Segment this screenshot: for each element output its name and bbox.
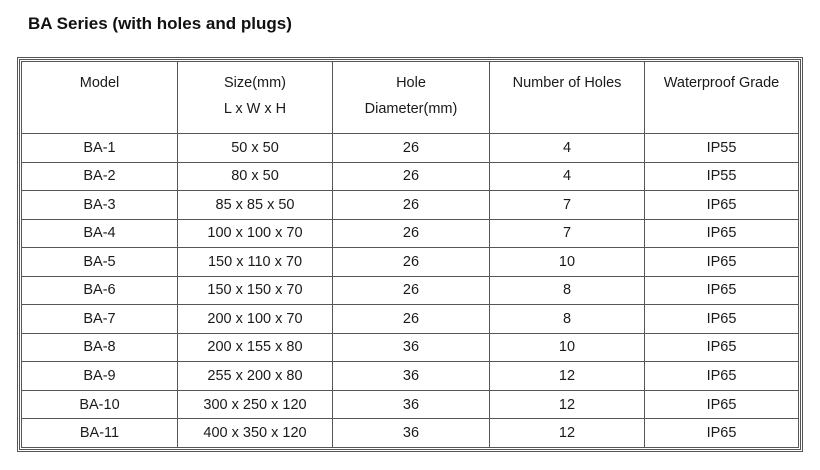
cell-model: BA-4: [22, 219, 178, 248]
cell-hole-diameter: 36: [333, 362, 490, 391]
cell-size: 50 x 50: [178, 134, 333, 163]
cell-hole-diameter: 26: [333, 305, 490, 334]
cell-model: BA-9: [22, 362, 178, 391]
table-row: [22, 390, 799, 419]
cell-waterproof-grade: IP65: [645, 305, 799, 334]
cell-number-of-holes: 10: [490, 248, 645, 277]
cell-model: BA-5: [22, 248, 178, 277]
table-row: [22, 162, 799, 191]
cell-waterproof-grade: IP65: [645, 390, 799, 419]
cell-number-of-holes: 7: [490, 191, 645, 220]
cell-waterproof-grade: IP65: [645, 362, 799, 391]
table-body: [22, 134, 799, 448]
table-header-row: [22, 62, 799, 134]
cell-size: 200 x 100 x 70: [178, 305, 333, 334]
header-size-sublabel: L x W x H: [223, 101, 287, 117]
cell-model: BA-3: [22, 191, 178, 220]
page-title: BA Series (with holes and plugs): [28, 14, 292, 33]
cell-number-of-holes: 4: [490, 134, 645, 163]
table-row: [22, 362, 799, 391]
cell-hole-diameter: 26: [333, 134, 490, 163]
header-hole-diameter: [333, 62, 490, 134]
table-row: [22, 248, 799, 277]
table-row: [22, 191, 799, 220]
spec-table: [21, 61, 799, 448]
cell-number-of-holes: 12: [490, 390, 645, 419]
header-waterproof-grade: [645, 62, 799, 134]
header-size-label: Size(mm): [223, 75, 287, 91]
cell-number-of-holes: 8: [490, 276, 645, 305]
cell-size: 80 x 50: [178, 162, 333, 191]
table-row: [22, 219, 799, 248]
header-model-label: Model: [79, 75, 120, 91]
cell-number-of-holes: 12: [490, 362, 645, 391]
header-number-of-holes: [490, 62, 645, 134]
table-row: [22, 276, 799, 305]
cell-hole-diameter: 26: [333, 219, 490, 248]
cell-hole-diameter: 26: [333, 248, 490, 277]
cell-waterproof-grade: IP55: [645, 134, 799, 163]
cell-waterproof-grade: IP65: [645, 219, 799, 248]
cell-hole-diameter: 26: [333, 191, 490, 220]
cell-waterproof-grade: IP65: [645, 191, 799, 220]
cell-number-of-holes: 12: [490, 419, 645, 448]
cell-model: BA-11: [22, 419, 178, 448]
cell-size: 300 x 250 x 120: [178, 390, 333, 419]
cell-waterproof-grade: IP65: [645, 333, 799, 362]
cell-hole-diameter: 36: [333, 333, 490, 362]
cell-waterproof-grade: IP65: [645, 419, 799, 448]
header-model: [22, 62, 178, 134]
table-row: [22, 333, 799, 362]
cell-size: 85 x 85 x 50: [178, 191, 333, 220]
cell-number-of-holes: 7: [490, 219, 645, 248]
cell-size: 255 x 200 x 80: [178, 362, 333, 391]
cell-waterproof-grade: IP55: [645, 162, 799, 191]
header-holes-label: Number of Holes: [512, 75, 622, 91]
cell-model: BA-8: [22, 333, 178, 362]
cell-model: BA-1: [22, 134, 178, 163]
cell-model: BA-6: [22, 276, 178, 305]
cell-number-of-holes: 4: [490, 162, 645, 191]
cell-hole-diameter: 26: [333, 162, 490, 191]
cell-waterproof-grade: IP65: [645, 248, 799, 277]
cell-size: 400 x 350 x 120: [178, 419, 333, 448]
cell-hole-diameter: 36: [333, 390, 490, 419]
cell-model: BA-7: [22, 305, 178, 334]
header-hole-sublabel: Diameter(mm): [364, 101, 458, 117]
cell-size: 150 x 150 x 70: [178, 276, 333, 305]
header-grade-label: Waterproof Grade: [663, 75, 780, 91]
cell-number-of-holes: 8: [490, 305, 645, 334]
cell-size: 100 x 100 x 70: [178, 219, 333, 248]
table-row: [22, 305, 799, 334]
header-hole-label: Hole: [396, 75, 426, 91]
cell-model: BA-10: [22, 390, 178, 419]
spec-table-frame: [17, 57, 803, 452]
cell-hole-diameter: 26: [333, 276, 490, 305]
table-row: [22, 134, 799, 163]
cell-size: 200 x 155 x 80: [178, 333, 333, 362]
cell-waterproof-grade: IP65: [645, 276, 799, 305]
cell-hole-diameter: 36: [333, 419, 490, 448]
header-size: [178, 62, 333, 134]
cell-size: 150 x 110 x 70: [178, 248, 333, 277]
cell-number-of-holes: 10: [490, 333, 645, 362]
cell-model: BA-2: [22, 162, 178, 191]
table-row: [22, 419, 799, 448]
